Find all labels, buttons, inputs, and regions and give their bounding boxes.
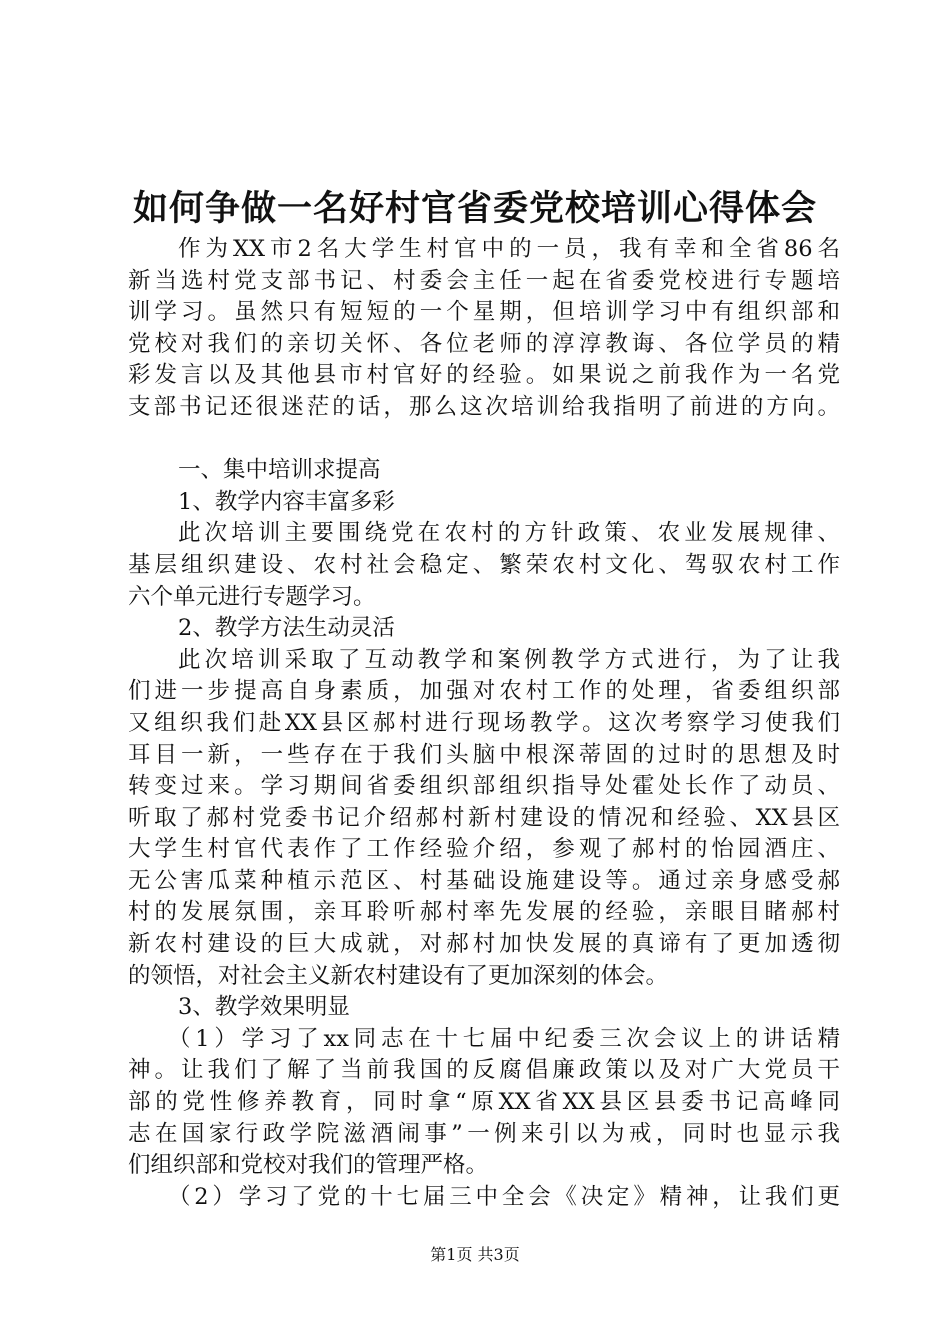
text-line: 彩发言以及其他县市村官好的经验。如果说之前我作为一名党 (128, 362, 840, 389)
text-line: 们进一步提高自身素质，加强对农村工作的处理，省委组织部 (128, 678, 840, 705)
text-line: 村的发展氛围，亲耳聆听郝村率先发展的经验，亲眼目睹郝村 (128, 899, 840, 926)
blank-line (128, 424, 840, 456)
text-line: 训学习。虽然只有短短的一个星期，但培训学习中有组织部和 (128, 299, 840, 326)
text-line: 听取了郝村党委书记介绍郝村新村建设的情况和经验、XX县区 (128, 804, 840, 831)
text-line: 耳目一新，一些存在于我们头脑中根深蒂固的过时的思想及时 (128, 741, 840, 768)
subsection-heading: 3、教学效果明显 (178, 994, 350, 1021)
text-line: 转变过来。学习期间省委组织部组织指导处霍处长作了动员、 (128, 773, 840, 800)
text-line: 的领悟，对社会主义新农村建设有了更加深刻的体会。 (128, 962, 669, 989)
text-line: 新农村建设的巨大成就，对郝村加快发展的真谛有了更加透彻 (128, 931, 840, 958)
text-line: （2）学习了党的十七届三中全会《决定》精神，让我们更 (168, 1183, 840, 1210)
section-heading: 一、集中培训求提高 (178, 457, 381, 484)
document-title: 如何争做一名好村官省委党校培训心得体会 (132, 188, 817, 229)
text-line: （1）学习了xx同志在十七届中纪委三次会议上的讲话精 (168, 1025, 840, 1052)
text-line: 党校对我们的亲切关怀、各位老师的淳淳教诲、各位学员的精 (128, 330, 840, 357)
subsection-heading: 2、教学方法生动灵活 (178, 615, 395, 642)
text-line: 六个单元进行专题学习。 (128, 583, 376, 610)
text-line: 作为XX市2名大学生村官中的一员，我有幸和全省86名 (178, 236, 840, 262)
text-line: 此次培训采取了互动教学和案例教学方式进行，为了让我 (178, 646, 840, 673)
subsection-heading: 1、教学内容丰富多彩 (178, 488, 395, 515)
text-line: 支部书记还很迷茫的话，那么这次培训给我指明了前进的方向。 (128, 393, 840, 420)
text-line: 神。让我们了解了当前我国的反腐倡廉政策以及对广大党员干 (128, 1057, 840, 1084)
text-line: 基层组织建设、农村社会稳定、繁荣农村文化、驾驭农村工作 (128, 551, 840, 578)
document-body (128, 234, 840, 1213)
text-line: 新当选村党支部书记、村委会主任一起在省委党校进行专题培 (128, 267, 840, 294)
text-line: 志在国家行政学院滋酒闹事”一例来引以为戒，同时也显示我 (128, 1120, 840, 1147)
text-line: 无公害瓜菜种植示范区、村基础设施建设等。通过亲身感受郝 (128, 867, 840, 894)
text-line: 部的党性修养教育，同时拿“原XX省XX县区县委书记高峰同 (128, 1089, 840, 1116)
text-line: 们组织部和党校对我们的管理严格。 (128, 1152, 489, 1179)
text-line: 此次培训主要围绕党在农村的方针政策、农业发展规律、 (178, 520, 840, 547)
text-line: 大学生村官代表作了工作经验介绍，参观了郝村的怡园酒庄、 (128, 836, 840, 863)
page-number-footer: 第1页 共3页 (430, 1245, 520, 1264)
text-line: 又组织我们赴XX县区郝村进行现场教学。这次考察学习使我们 (128, 709, 840, 736)
